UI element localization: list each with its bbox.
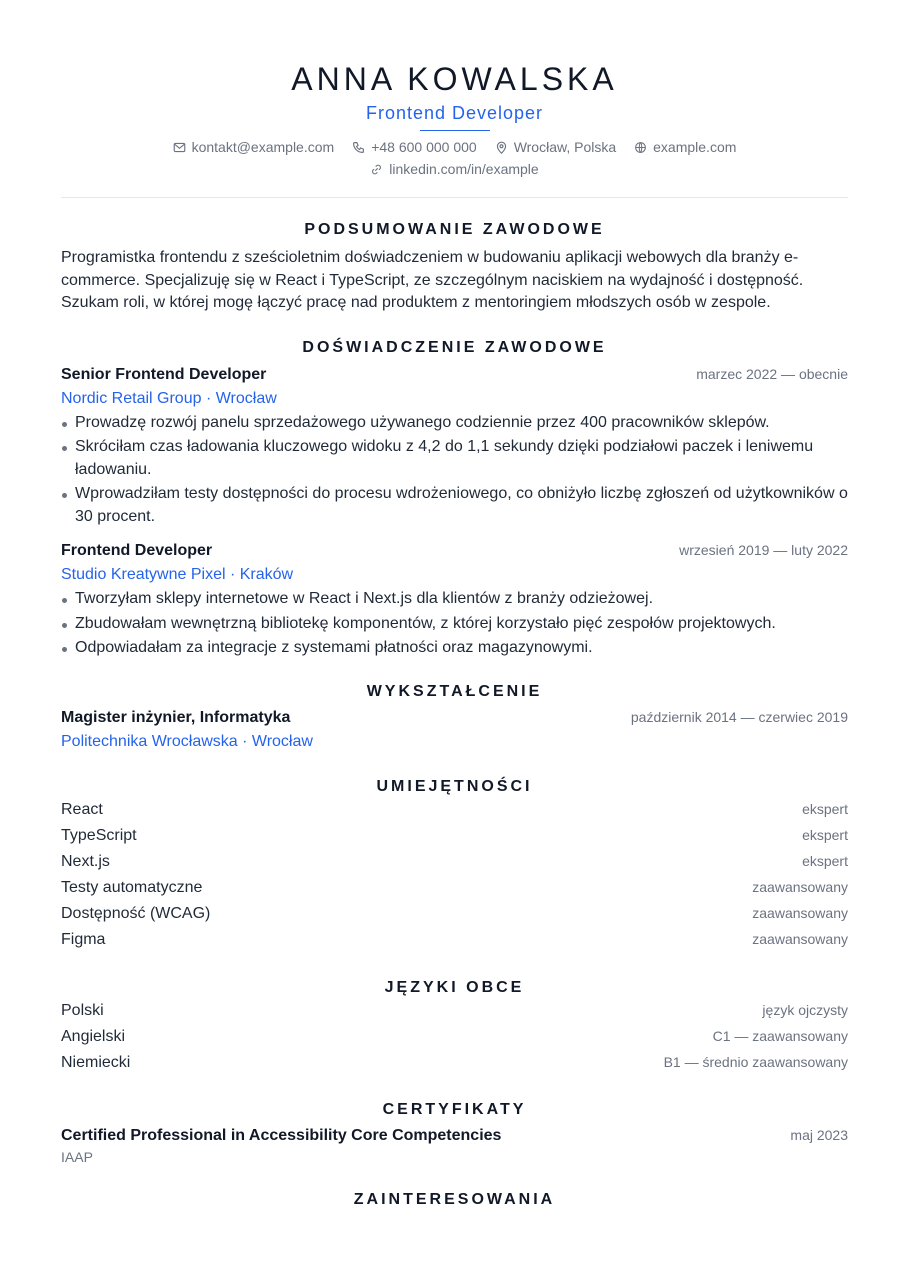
job-bullet: Odpowiadałam za integracje z systemami płatności oraz magazynowymi. [61,637,848,660]
phone-icon [352,141,365,154]
skill-row [61,827,848,853]
skill-level: ekspert [802,852,848,869]
language-name: Angielski [61,1027,126,1045]
contact-linkedin[interactable] [370,160,538,178]
job-title: Frontend Developer [61,542,213,559]
skill-row [61,905,848,931]
link-icon [370,163,383,176]
job-title: Senior Frontend Developer [61,365,267,383]
job-header [61,540,848,562]
email-text: kontakt@example.com [191,139,335,155]
language-row [61,1028,848,1054]
languages-list [61,1002,848,1081]
job-header [61,364,848,386]
job-bullet: Wprowadziłam testy dostępności do procesu wdrożeniowego, co obniżyło liczbę zgłoszeń od użytkowników o 30 procent. [61,483,848,528]
skill-row [61,879,848,905]
job-bullets [61,588,848,660]
certificate-issuer: IAAP [61,1149,93,1166]
job-entry [61,540,848,660]
job-bullet: Skróciłam czas ładowania kluczowego widoku z 4,2 do 1,1 sekundy dzięki podziałowi paczek i leniwemu ładowaniu. [61,436,848,481]
skills-list [61,801,848,958]
contact-phone[interactable] [352,138,477,156]
job-bullet: Zbudowałam wewnętrzną bibliotekę komponentów, z której korzystało pięć zespołów projektowych. [61,613,848,636]
job-dates: wrzesień 2019 — luty 2022 [679,542,848,558]
section-title-experience: DOŚWIADCZENIE ZAWODOWE [302,338,607,356]
job-bullets [61,412,848,529]
certificates-section [61,1100,848,1165]
location-text: Wrocław, Polska [513,139,617,155]
job-entry [61,364,848,529]
certificate-date: maj 2023 [790,1127,848,1144]
skill-row [61,931,848,957]
linkedin-text: linkedin.com/in/example [389,161,539,177]
skill-level: zaawansowany [752,905,848,922]
contact-website[interactable] [634,138,736,156]
language-row [61,1002,848,1028]
skill-level: ekspert [802,800,848,817]
education-degree: Magister inżynier, Informatyka [61,708,291,726]
job-dates: marzec 2022 — obecnie [696,365,848,382]
language-name: Polski [61,1001,104,1019]
skill-name: Next.js [61,852,110,870]
language-level: język ojczysty [762,1001,848,1018]
skills-section [61,777,848,958]
job-company: Nordic Retail Group · Wrocław [61,389,277,407]
phone-text: +48 600 000 000 [371,139,477,155]
candidate-role: Frontend Developer [365,103,544,123]
contact-location [495,138,616,156]
skill-name: React [61,800,103,818]
language-level: B1 — średnio zaawansowany [663,1054,848,1070]
resume-header [61,0,848,198]
education-section [61,682,848,753]
skill-name: Figma [61,931,106,949]
contact-email[interactable] [173,138,335,156]
header-divider [61,197,848,198]
skill-level: ekspert [802,826,848,843]
contact-list [61,138,848,156]
section-title-education: WYKSZTAŁCENIE [366,682,543,700]
mail-icon [173,141,186,154]
language-name: Niemiecki [61,1054,131,1071]
job-bullet: Prowadzę rozwój panelu sprzedażowego używanego codziennie przez 400 pracowników sklepów. [61,412,848,435]
skill-row [61,801,848,827]
summary-section [61,220,848,315]
section-title-languages: JĘZYKI OBCE [384,978,525,996]
section-title-skills: UMIEJĘTNOŚCI [376,777,533,795]
map-pin-icon [495,141,508,154]
section-title-summary: PODSUMOWANIE ZAWODOWE [304,221,605,238]
interests-section [61,1190,848,1210]
job-bullet: Tworzyłam sklepy internetowe w React i Next.js dla klientów z branży odzieżowej. [61,588,848,611]
skill-name: TypeScript [61,826,137,844]
skill-row [61,853,848,879]
skill-level: zaawansowany [752,931,848,948]
role-underline [420,130,490,131]
languages-section [61,978,848,1081]
summary-text: Programistka frontendu z sześcioletnim doświadczeniem w budowaniu aplikacji webowych dla branży e-commerce. Specjalizuję się w React i TypeScript, ze szczególnym naciskiem na wydajność i dostępność. Szukam roli, w której mogę łączyć pracę nad produktem z mentoringiem młodszych osób w zespole. [61,249,804,311]
section-title-certificates: CERTYFIKATY [382,1101,527,1119]
experience-section [61,338,848,660]
certificate-name: Certified Professional in Accessibility Core Competencies [61,1127,502,1145]
candidate-name: ANNA KOWALSKA [291,61,618,97]
job-company: Studio Kreatywne Pixel · Kraków [61,566,294,583]
education-school: Politechnika Wrocławska · Wrocław [61,732,313,750]
globe-icon [634,141,647,154]
contact-list-secondary [61,160,848,178]
skill-name: Testy automatyczne [61,879,203,897]
skill-level: zaawansowany [752,879,848,896]
website-text: example.com [653,139,737,155]
section-title-interests: ZAINTERESOWANIA [353,1191,556,1209]
language-level: C1 — zaawansowany [712,1027,848,1044]
education-dates: październik 2014 — czerwiec 2019 [630,708,848,725]
certificate-header [61,1125,848,1147]
language-row [61,1054,848,1080]
education-header [61,707,848,729]
skill-name: Dostępność (WCAG) [61,905,211,923]
